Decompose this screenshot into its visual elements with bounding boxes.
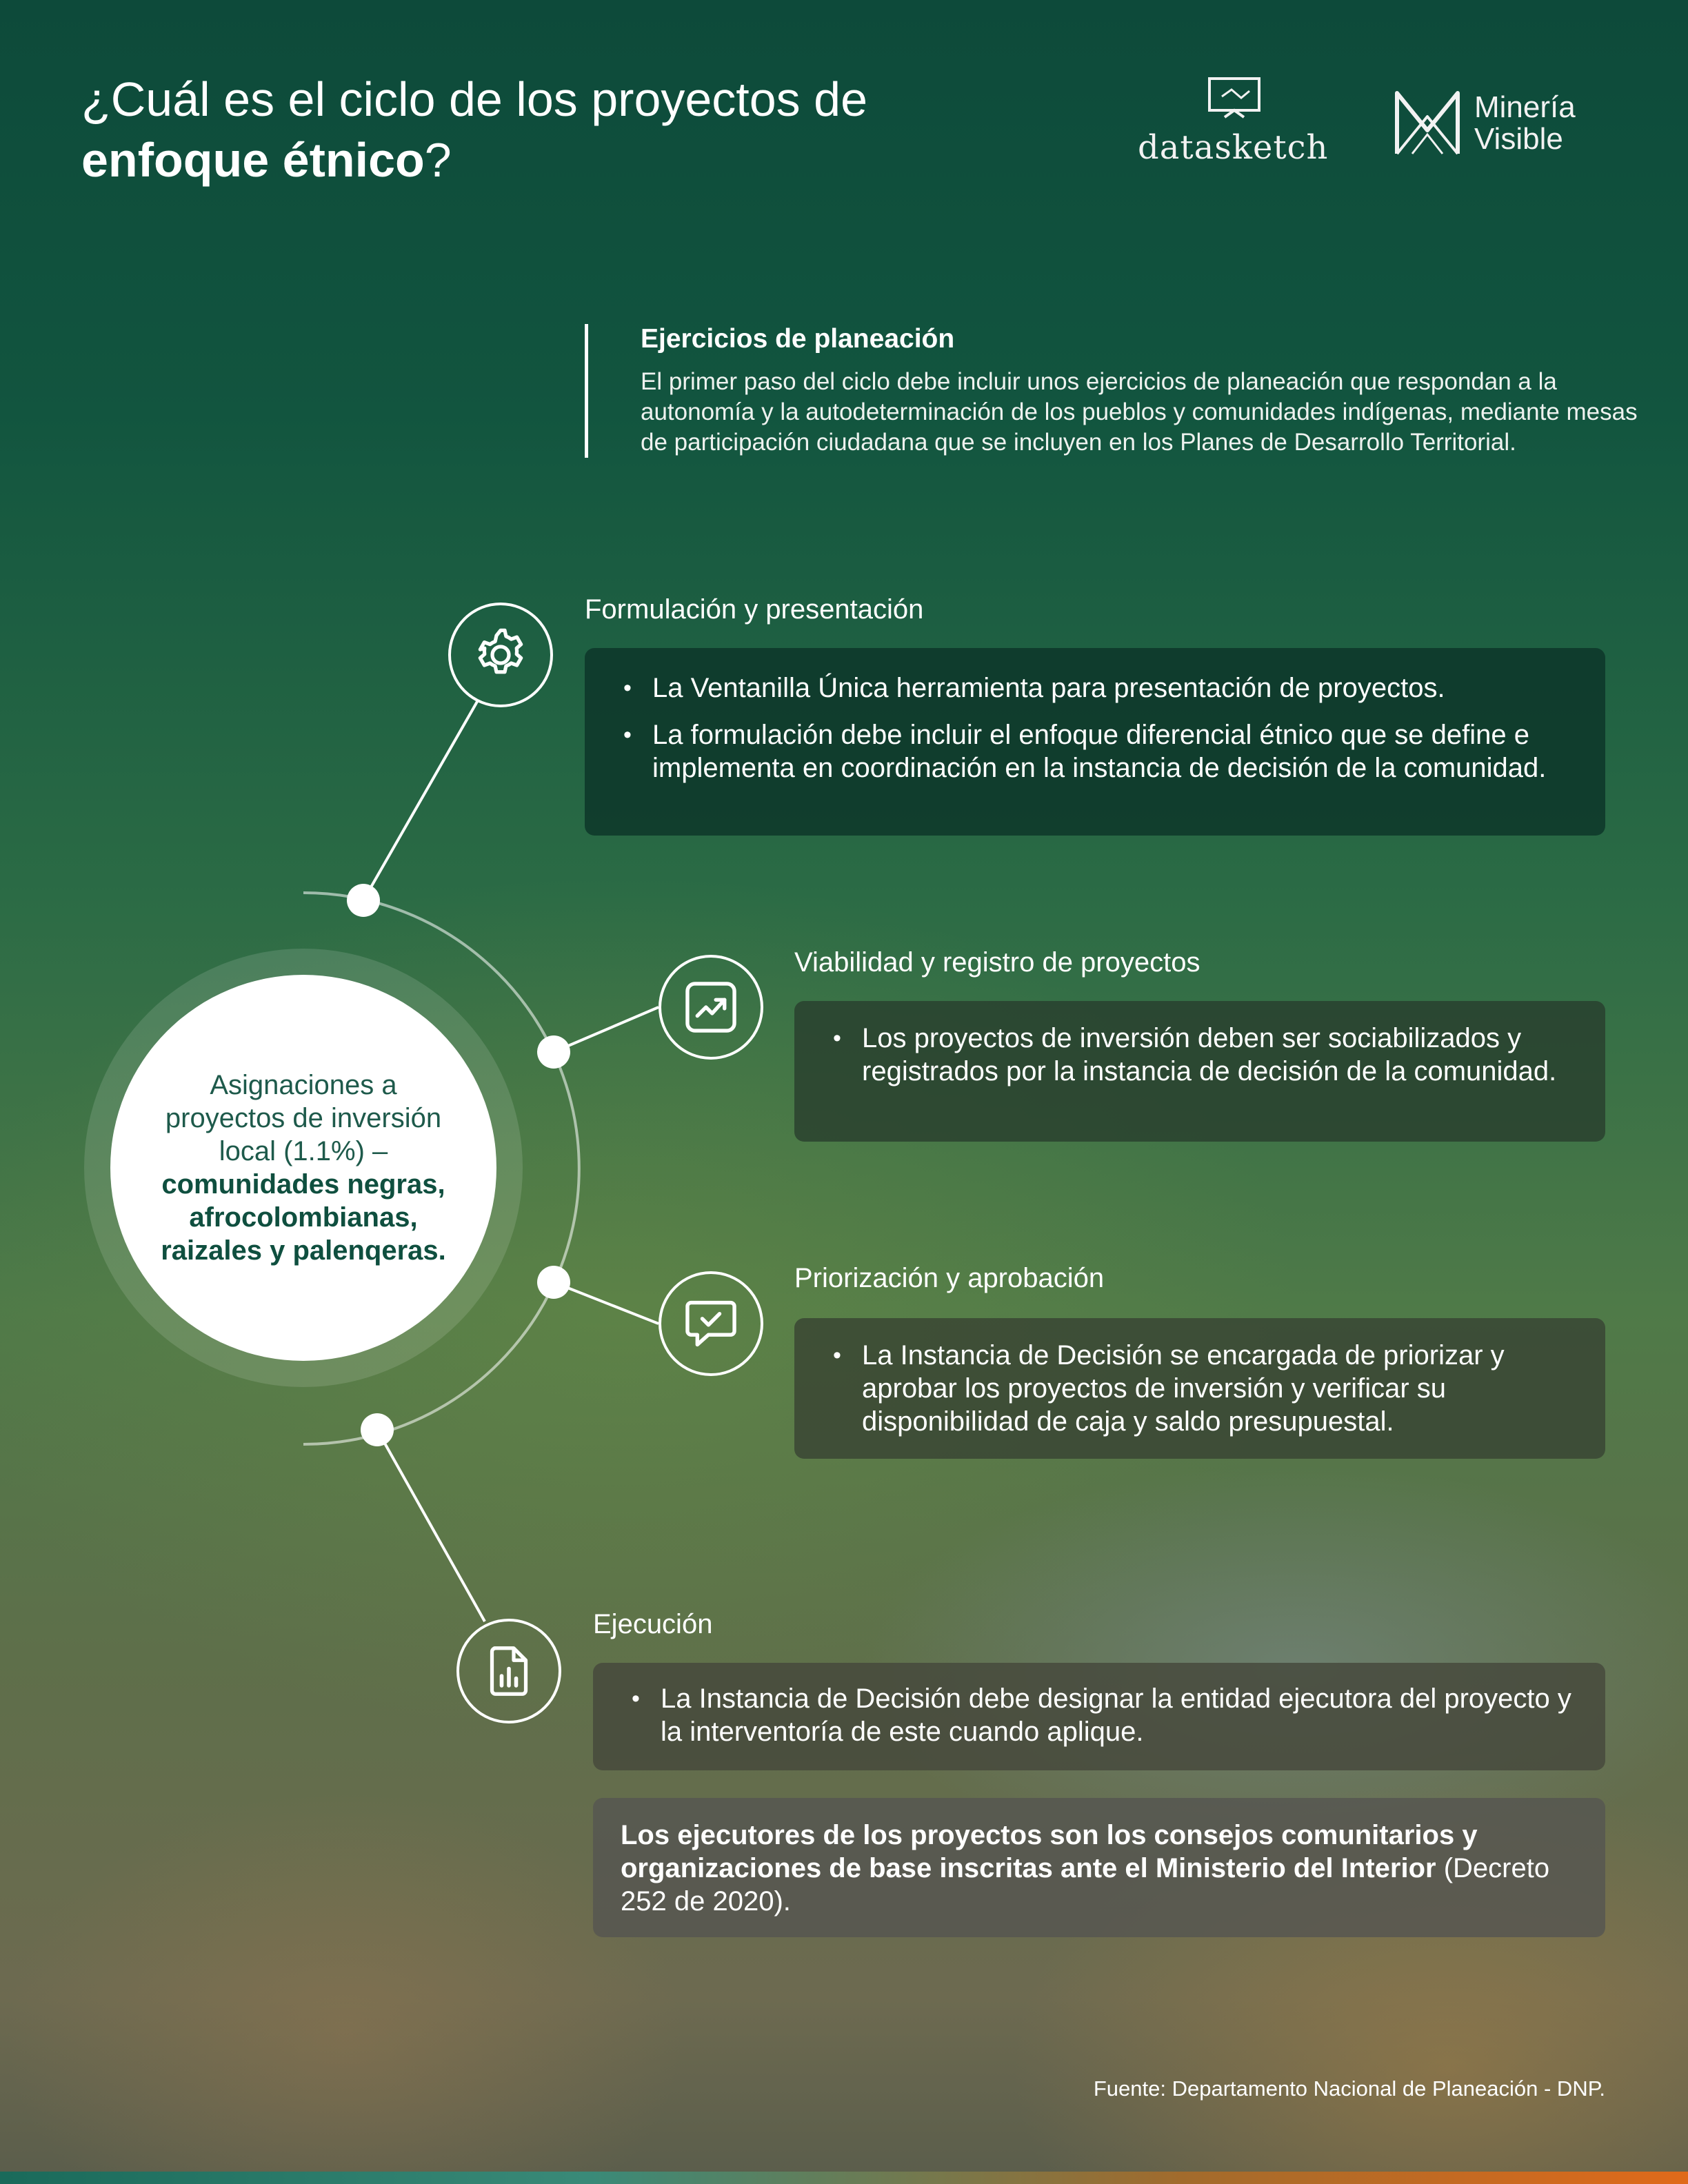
center-text-bold: comunidades negras, afrocolombianas, raizales y palenqeras.: [161, 1169, 446, 1266]
step-1-bullets: [623, 671, 1578, 785]
step-2-icon-circle: [659, 955, 763, 1060]
step-3-title: Priorización y aprobación: [794, 1263, 1105, 1293]
report-document-icon: [480, 1642, 538, 1700]
step-4-card: [593, 1663, 1605, 1770]
mineria-word: Minería: [1474, 90, 1576, 124]
arc-dot-1: [347, 884, 380, 917]
title-bold: enfoque étnico: [81, 133, 425, 187]
step-1-icon-circle: [448, 603, 553, 707]
step-3-icon-circle: [659, 1271, 763, 1376]
step-3-card: [794, 1318, 1605, 1459]
title-line-1: ¿Cuál es el ciclo de los proyectos de: [81, 72, 867, 126]
arc-dot-3: [537, 1266, 570, 1299]
planning-title: Ejercicios de planeación: [641, 324, 955, 354]
mineria-visible-wordmark: [1474, 92, 1576, 155]
connector-line-2: [554, 1007, 659, 1052]
connector-line-3: [554, 1282, 659, 1324]
step-4-icon-circle: [456, 1619, 561, 1723]
planning-section: [585, 324, 1668, 458]
step-4-bullet-1: • La Instancia de Decisión debe designar la entidad ejecutora del proyecto y la interventoría de este cuando aplique.: [632, 1682, 1580, 1748]
datasketch-wordmark: datasketch: [1138, 128, 1329, 167]
step-2-card: [794, 1001, 1605, 1142]
center-circle: [110, 975, 496, 1361]
step-1-bullet-1: • La Ventanilla Única herramienta para presentación de proyectos.: [623, 671, 1578, 705]
mineria-visible-mark-icon: [1393, 89, 1462, 158]
step-1-title: Formulación y presentación: [585, 594, 924, 625]
gear-icon: [470, 624, 532, 686]
step-4-bullets: [632, 1682, 1580, 1748]
title-question-mark: ?: [424, 133, 452, 187]
bottom-color-bar: [0, 2172, 1688, 2184]
trend-chart-icon: [681, 978, 741, 1037]
planning-text: El primer paso del ciclo debe incluir unos ejercicios de planeación que respondan a la autonomía y la autodeterminación de los pueblos y comunidades indígenas, mediante mesas de participación ciudadana que se incluyen en los Planes de Desarrollo Territorial.: [641, 368, 1638, 456]
step-1-card: [585, 648, 1605, 836]
executors-note-decree: (Decreto 252 de 2020).: [621, 1853, 1550, 1917]
executors-note-card: [593, 1798, 1605, 1937]
step-2-title: Viabilidad y registro de proyectos: [794, 947, 1200, 978]
step-3-bullet-1: • La Instancia de Decisión se encargada de priorizar y aprobar los proyectos de inversión y verificar su disponibilidad de caja y saldo presupuestal.: [833, 1339, 1580, 1438]
step-1-bullet-2: • La formulación debe incluir el enfoque diferencial étnico que se define e implementa en coordinación en la instancia de decisión de la comunidad.: [623, 718, 1578, 785]
datasketch-logo: [1138, 76, 1331, 172]
title-line-2: [81, 130, 867, 190]
source-note: Fuente: Departamento Nacional de Planeación - DNP.: [1093, 2076, 1605, 2101]
mineria-visible-logo: [1393, 86, 1620, 162]
center-text: [152, 1069, 455, 1267]
page-title: [81, 69, 867, 190]
center-text-regular: Asignaciones a proyectos de inversión local (1.1%) –: [165, 1070, 442, 1166]
chat-check-icon: [681, 1294, 741, 1353]
step-3-bullets: [833, 1339, 1580, 1438]
step-4-title: Ejecución: [593, 1609, 713, 1639]
connector-line-1: [363, 700, 478, 900]
visible-word: Visible: [1474, 122, 1563, 156]
connector-line-4: [377, 1430, 485, 1621]
executors-note-bold: Los ejecutores de los proyectos son los consejos comunitarios y organizaciones de base inscritas ante el Ministerio del Interior: [621, 1820, 1478, 1883]
monitor-icon: [1207, 76, 1262, 124]
step-2-bullet-1: • Los proyectos de inversión deben ser sociabilizados y registrados por la instancia de decisión de la comunidad.: [833, 1022, 1580, 1088]
arc-dot-4: [361, 1413, 394, 1446]
arc-dot-2: [537, 1035, 570, 1069]
step-2-bullets: [833, 1022, 1580, 1088]
